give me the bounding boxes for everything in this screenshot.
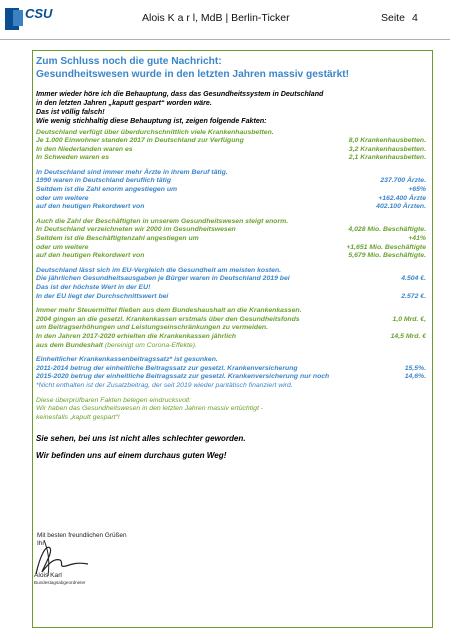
conclusion-line: Diese überprüfbaren Fakten belegen eindrucksvoll:	[36, 396, 191, 404]
fact-row: oder um weitere +162.400 Ärzte	[36, 194, 426, 202]
section-lead: Deutschland verfügt über überdurchschnittlich viele Krankenhausbetten.	[36, 128, 274, 136]
article-headline	[36, 56, 430, 81]
fact-row: um Beitragserhöhungen und Leistungseinschränkungen zu vermeiden.	[36, 324, 268, 332]
section-lead: In Deutschland sind immer mehr Ärzte in ihrem Beruf tätig.	[36, 168, 228, 176]
page-indicator	[381, 12, 418, 24]
fact-row: aus dem Bundeshalt (bereinigt um Corona-Effekte).	[36, 341, 197, 349]
page-number: 4	[411, 12, 418, 24]
page-header	[0, 0, 450, 40]
section-lead: Deutschland lässt sich im EU-Vergleich die Gesundheit am meisten kosten.	[36, 266, 282, 274]
fact-row: 2015-2020 betrug der einheitliche Beitragssatz zur gesetzl. Krankenversicherung nur noch 14,6%.	[36, 373, 426, 381]
fact-row: Die jährlichen Gesundheitsausgaben je Bürger waren in Deutschland 2019 bei 4.504 €.	[36, 275, 426, 283]
signer-name: Alois Karl	[34, 572, 62, 579]
fact-row: auf den heutigen Rekordwert von 5,679 Mio. Beschäftigte.	[36, 252, 426, 260]
headline-line: Gesundheitswesen wurde in den letzten Jahren massiv gestärkt!	[36, 68, 350, 80]
section-conclusion	[36, 397, 430, 423]
fact-row: In Deutschland verzeichneten wir 2000 im Gesundheitswesen 4,028 Mio. Beschäftigte.	[36, 226, 426, 234]
fact-row: 2004 gingen an die gesetzl. Krankenkassen erstmals über den Gesundheitsfonds 1,0 Mrd. €,	[36, 315, 426, 323]
yours-text: Ihr	[37, 540, 45, 548]
logo-mark-accent	[13, 10, 23, 26]
fact-row: Das ist der höchste Wert in der EU!	[36, 284, 151, 291]
article	[36, 56, 430, 461]
headline-line: Zum Schluss noch die gute Nachricht:	[36, 56, 222, 67]
newsletter-title: Alois K a r l, MdB | Berlin-Ticker	[142, 12, 290, 24]
section-lead: Auch die Zahl der Beschäftigten in unserem Gesundheitswesen steigt enorm.	[36, 217, 289, 225]
fact-row: Seitdem ist die Zahl enorm angestiegen um +65%	[36, 186, 426, 194]
fact-row: Je 1.000 Einwohner standen 2017 in Deutschland zur Verfügung 8,0 Krankenhausbetten.	[36, 137, 426, 145]
fact-row: In den Niederlanden waren es 3,2 Krankenhausbetten.	[36, 145, 426, 153]
closing-statement: Wir befinden uns auf einem durchaus guten Weg!	[36, 451, 227, 461]
intro-paragraph	[36, 90, 430, 126]
intro-line: Wie wenig stichhaltig diese Behauptung ist, zeigen folgende Fakten:	[36, 117, 267, 125]
section-spending	[36, 267, 430, 301]
section-taxes	[36, 307, 430, 350]
closing-statement: Sie sehen, bei uns ist nicht alles schlechter geworden.	[36, 434, 246, 444]
intro-line: Das ist völlig falsch!	[36, 108, 105, 116]
conclusion-line: keinesfalls „kaputt gespart“!	[36, 413, 120, 421]
logo-text: CSU	[25, 6, 53, 21]
section-employees	[36, 218, 430, 261]
section-doctors	[36, 169, 430, 212]
page-label: Seite	[381, 12, 405, 24]
section-beds	[36, 129, 430, 163]
fact-row: Seitdem ist die Beschäftigtenzahl angestiegen um +41%	[36, 235, 426, 243]
greeting-text: Mit besten freundlichen Grüßen	[37, 532, 127, 539]
intro-line: in den letzten Jahren „kaputt gespart“ worden wäre.	[36, 99, 212, 107]
fact-row: 1990 waren in Deutschland beruflich tätig 237.700 Ärzte.	[36, 177, 426, 185]
footnote: *Nicht enthalten ist der Zusatzbeitrag, der seit 2019 wieder paritätisch finanziert wird.	[36, 381, 293, 389]
fact-row: oder um weitere +1,651 Mio. Beschäftigte	[36, 243, 426, 251]
conclusion-line: Wir haben das Gesundheitswesen in den letzten Jahren massiv ertüchtigt -	[36, 405, 264, 413]
intro-line: Immer wieder höre ich die Behauptung, dass das Gesundheitssystem in Deutschland	[36, 90, 324, 98]
section-lead: Immer mehr Steuermittel fließen aus dem Bundeshaushalt an die Krankenkassen.	[36, 307, 302, 315]
fact-row: auf den heutigen Rekordwert von 402.100 Ärzten.	[36, 203, 426, 211]
section-contribution	[36, 356, 430, 390]
section-lead: Einheitlicher Krankenkassenbeitragssatz* ist gesunken.	[36, 356, 218, 364]
fact-row: In der EU liegt der Durchschnittswert bei 2.572 €.	[36, 292, 426, 300]
fact-row: In den Jahren 2017-2020 erhielten die Krankenkassen jährlich 14,5 Mrd. €	[36, 332, 426, 340]
csu-logo	[5, 8, 61, 36]
fact-row: In Schweden waren es 2,1 Krankenhausbetten.	[36, 154, 426, 162]
fact-row: 2011-2014 betrug der einheitliche Beitragssatz zur gesetzl. Krankenversicherung 15,5%.	[36, 364, 426, 372]
signer-role: Bundestagsabgeordneter	[34, 580, 86, 585]
